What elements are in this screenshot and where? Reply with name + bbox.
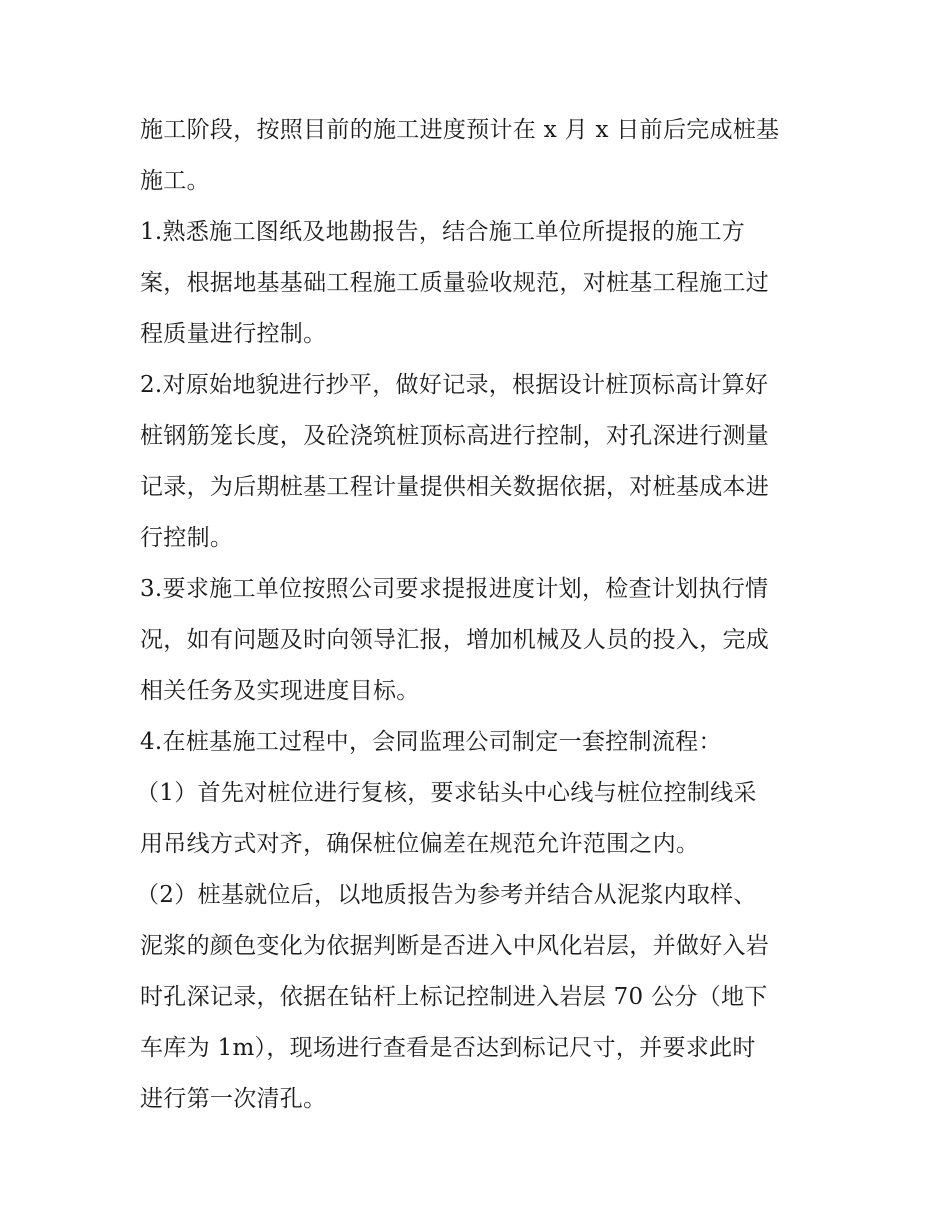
text-line: 1.熟悉施工图纸及地勘报告，结合施工单位所提报的施工方	[140, 219, 746, 245]
document-body	[136, 105, 820, 1125]
text-line: 用吊线方式对齐，确保桩位偏差在规范允许范围之内。	[140, 831, 700, 857]
text-line: 行控制。	[140, 525, 234, 551]
paragraph-intro	[140, 105, 820, 207]
text-line: 况，如有问题及时向领导汇报，增加机械及人员的投入，完成	[140, 627, 770, 653]
text-line: 泥浆的颜色变化为依据判断是否进入中风化岩层，并做好入岩	[140, 933, 770, 959]
text-line: 程质量进行控制。	[140, 321, 327, 347]
paragraph-item-4-1	[136, 768, 820, 870]
paragraph-item-4	[140, 717, 820, 768]
text-line: （2）桩基就位后，以地质报告为参考并结合从泥浆内取样、	[136, 882, 757, 908]
paragraph-item-1	[140, 207, 820, 360]
text-line: 3.要求施工单位按照公司要求提报进度计划，检查计划执行情	[140, 576, 769, 602]
text-line: （1）首先对桩位进行复核，要求钻头中心线与桩位控制线采	[136, 780, 757, 806]
text-line: 施工。	[140, 168, 210, 194]
paragraph-item-2	[140, 360, 820, 564]
text-line: 2.对原始地貌进行抄平，做好记录，根据设计桩顶标高计算好	[140, 372, 769, 398]
text-line: 案，根据地基基础工程施工质量验收规范，对桩基工程施工过	[140, 270, 770, 296]
paragraph-item-3	[140, 564, 820, 717]
text-line: 时孔深记录，依据在钻杆上标记控制进入岩层 70 公分（地下	[140, 984, 768, 1010]
text-line: 记录，为后期桩基工程计量提供相关数据依据，对桩基成本进	[140, 474, 770, 500]
text-line: 相关任务及实现进度目标。	[140, 678, 420, 704]
paragraph-item-4-2	[136, 870, 820, 1125]
text-line: 桩钢筋笼长度，及砼浇筑桩顶标高进行控制，对孔深进行测量	[140, 423, 770, 449]
text-line: 进行第一次清孔。	[140, 1086, 327, 1112]
text-line: 车库为 1m），现场进行查看是否达到标记尺寸，并要求此时	[140, 1035, 756, 1061]
text-line: 4.在桩基施工过程中，会同监理公司制定一套控制流程：	[140, 729, 722, 755]
text-line: 施工阶段，按照目前的施工进度预计在 x 月 x 日前后完成桩基	[140, 117, 780, 143]
